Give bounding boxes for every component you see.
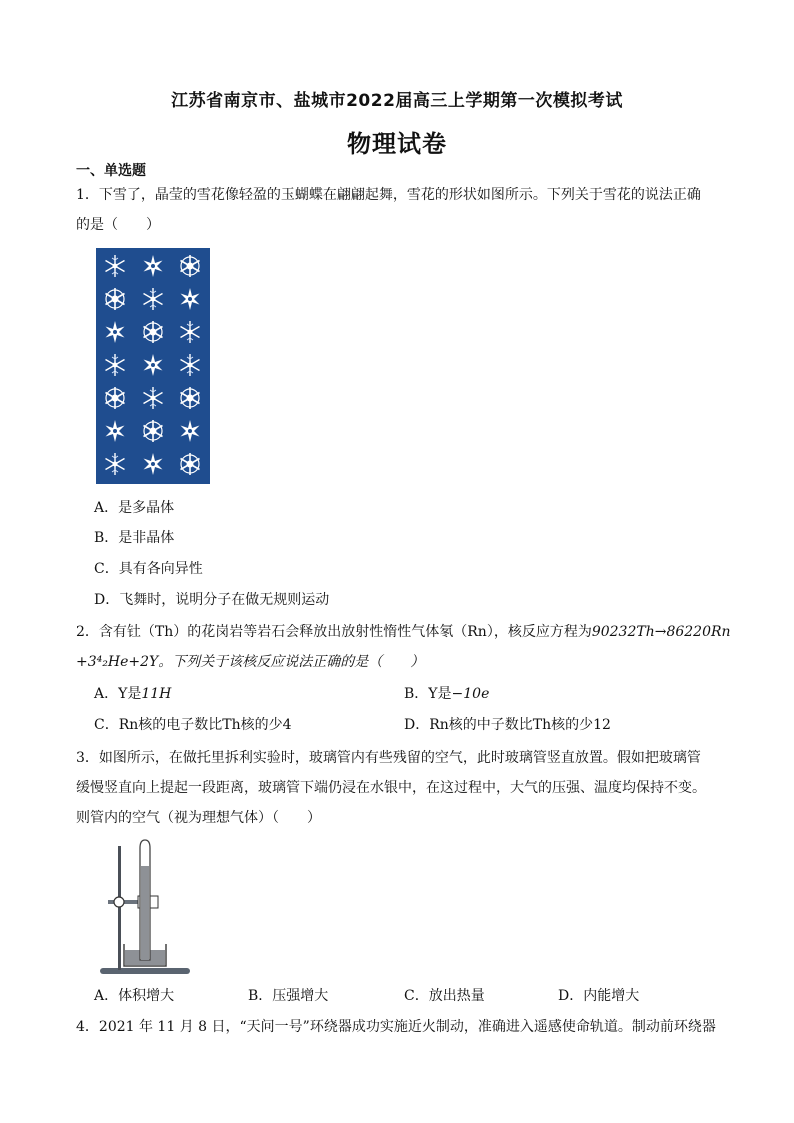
clamp-knob: [114, 897, 124, 907]
snowflakes-image: [96, 248, 210, 484]
q3-stem-line3: 则管内的空气（视为理想气体）（ ）: [76, 810, 321, 826]
subject-title: 物理试卷: [347, 130, 447, 158]
q1-option-b: B．是非晶体: [94, 530, 175, 546]
q3-stem-line1: 3．如图所示，在做托里拆利实验时，玻璃管内有些残留的空气，此时玻璃管竖直放置。假如把玻璃管: [76, 750, 701, 766]
snowflake-grid: [96, 248, 210, 484]
q2-option-c: C．Rn核的电子数比Th核的少4: [94, 717, 292, 733]
q1-option-a: A．是多晶体: [94, 500, 175, 516]
torricelli-apparatus-diagram: [98, 836, 194, 978]
q2-option-a-text: A．Y是: [94, 686, 142, 702]
q2-stem-line2: [76, 652, 424, 672]
q2-equation-part2: +3⁴₂He+2Y。下列关于该核反应说法正确的是（ ）: [76, 654, 425, 670]
mercury-column: [141, 866, 149, 960]
q3-option-c: C．放出热量: [404, 988, 485, 1004]
exam-title: 江苏省南京市、盐城市2022届高三上学期第一次模拟考试: [171, 91, 623, 111]
q2-option-b-eq: −10e: [451, 686, 490, 702]
q2-option-a-eq: 11H: [141, 686, 172, 702]
q2-option-b-text: B．Y是: [404, 686, 452, 702]
q1-stem-line2: 的是（ ）: [76, 217, 160, 233]
q2-equation-part1: 90232Th→86220Rn: [591, 624, 731, 640]
q4-stem-line1: 4．2021 年 11 月 8 日，“天问一号”环绕器成功实施近火制动，准确进入遥感使命轨道。制动前环绕器: [76, 1019, 716, 1035]
q1-option-d: D．飞舞时，说明分子在做无规则运动: [94, 592, 330, 608]
q3-stem-line2: 缓慢竖直向上提起一段距离，玻璃管下端仍浸在水银中，在这过程中，大气的压强、温度均保持不变。: [76, 780, 706, 796]
q2-option-b: [404, 684, 489, 704]
q2-stem-line1: [76, 622, 731, 642]
q1-stem-line1: 1．下雪了，晶莹的雪花像轻盈的玉蝴蝶在翩翩起舞，雪花的形状如图所示。下列关于雪花的说法正确: [76, 187, 701, 203]
section-heading: 一、单选题: [76, 163, 146, 179]
apparatus-svg: [98, 836, 194, 978]
q3-option-d: D．内能增大: [558, 988, 640, 1004]
stand-base: [100, 968, 190, 974]
stand-rod: [118, 846, 121, 970]
q3-option-a: A．体积增大: [94, 988, 175, 1004]
q2-option-a: [94, 684, 171, 704]
q2-option-d: D．Rn核的中子数比Th核的少12: [404, 717, 611, 733]
q2-stem-text: 2．含有钍（Th）的花岗岩等岩石会释放出放射性惰性气体氡（Rn），核反应方程为: [76, 624, 592, 640]
q1-option-c: C．具有各向异性: [94, 561, 203, 577]
q3-option-b: B．压强增大: [248, 988, 329, 1004]
